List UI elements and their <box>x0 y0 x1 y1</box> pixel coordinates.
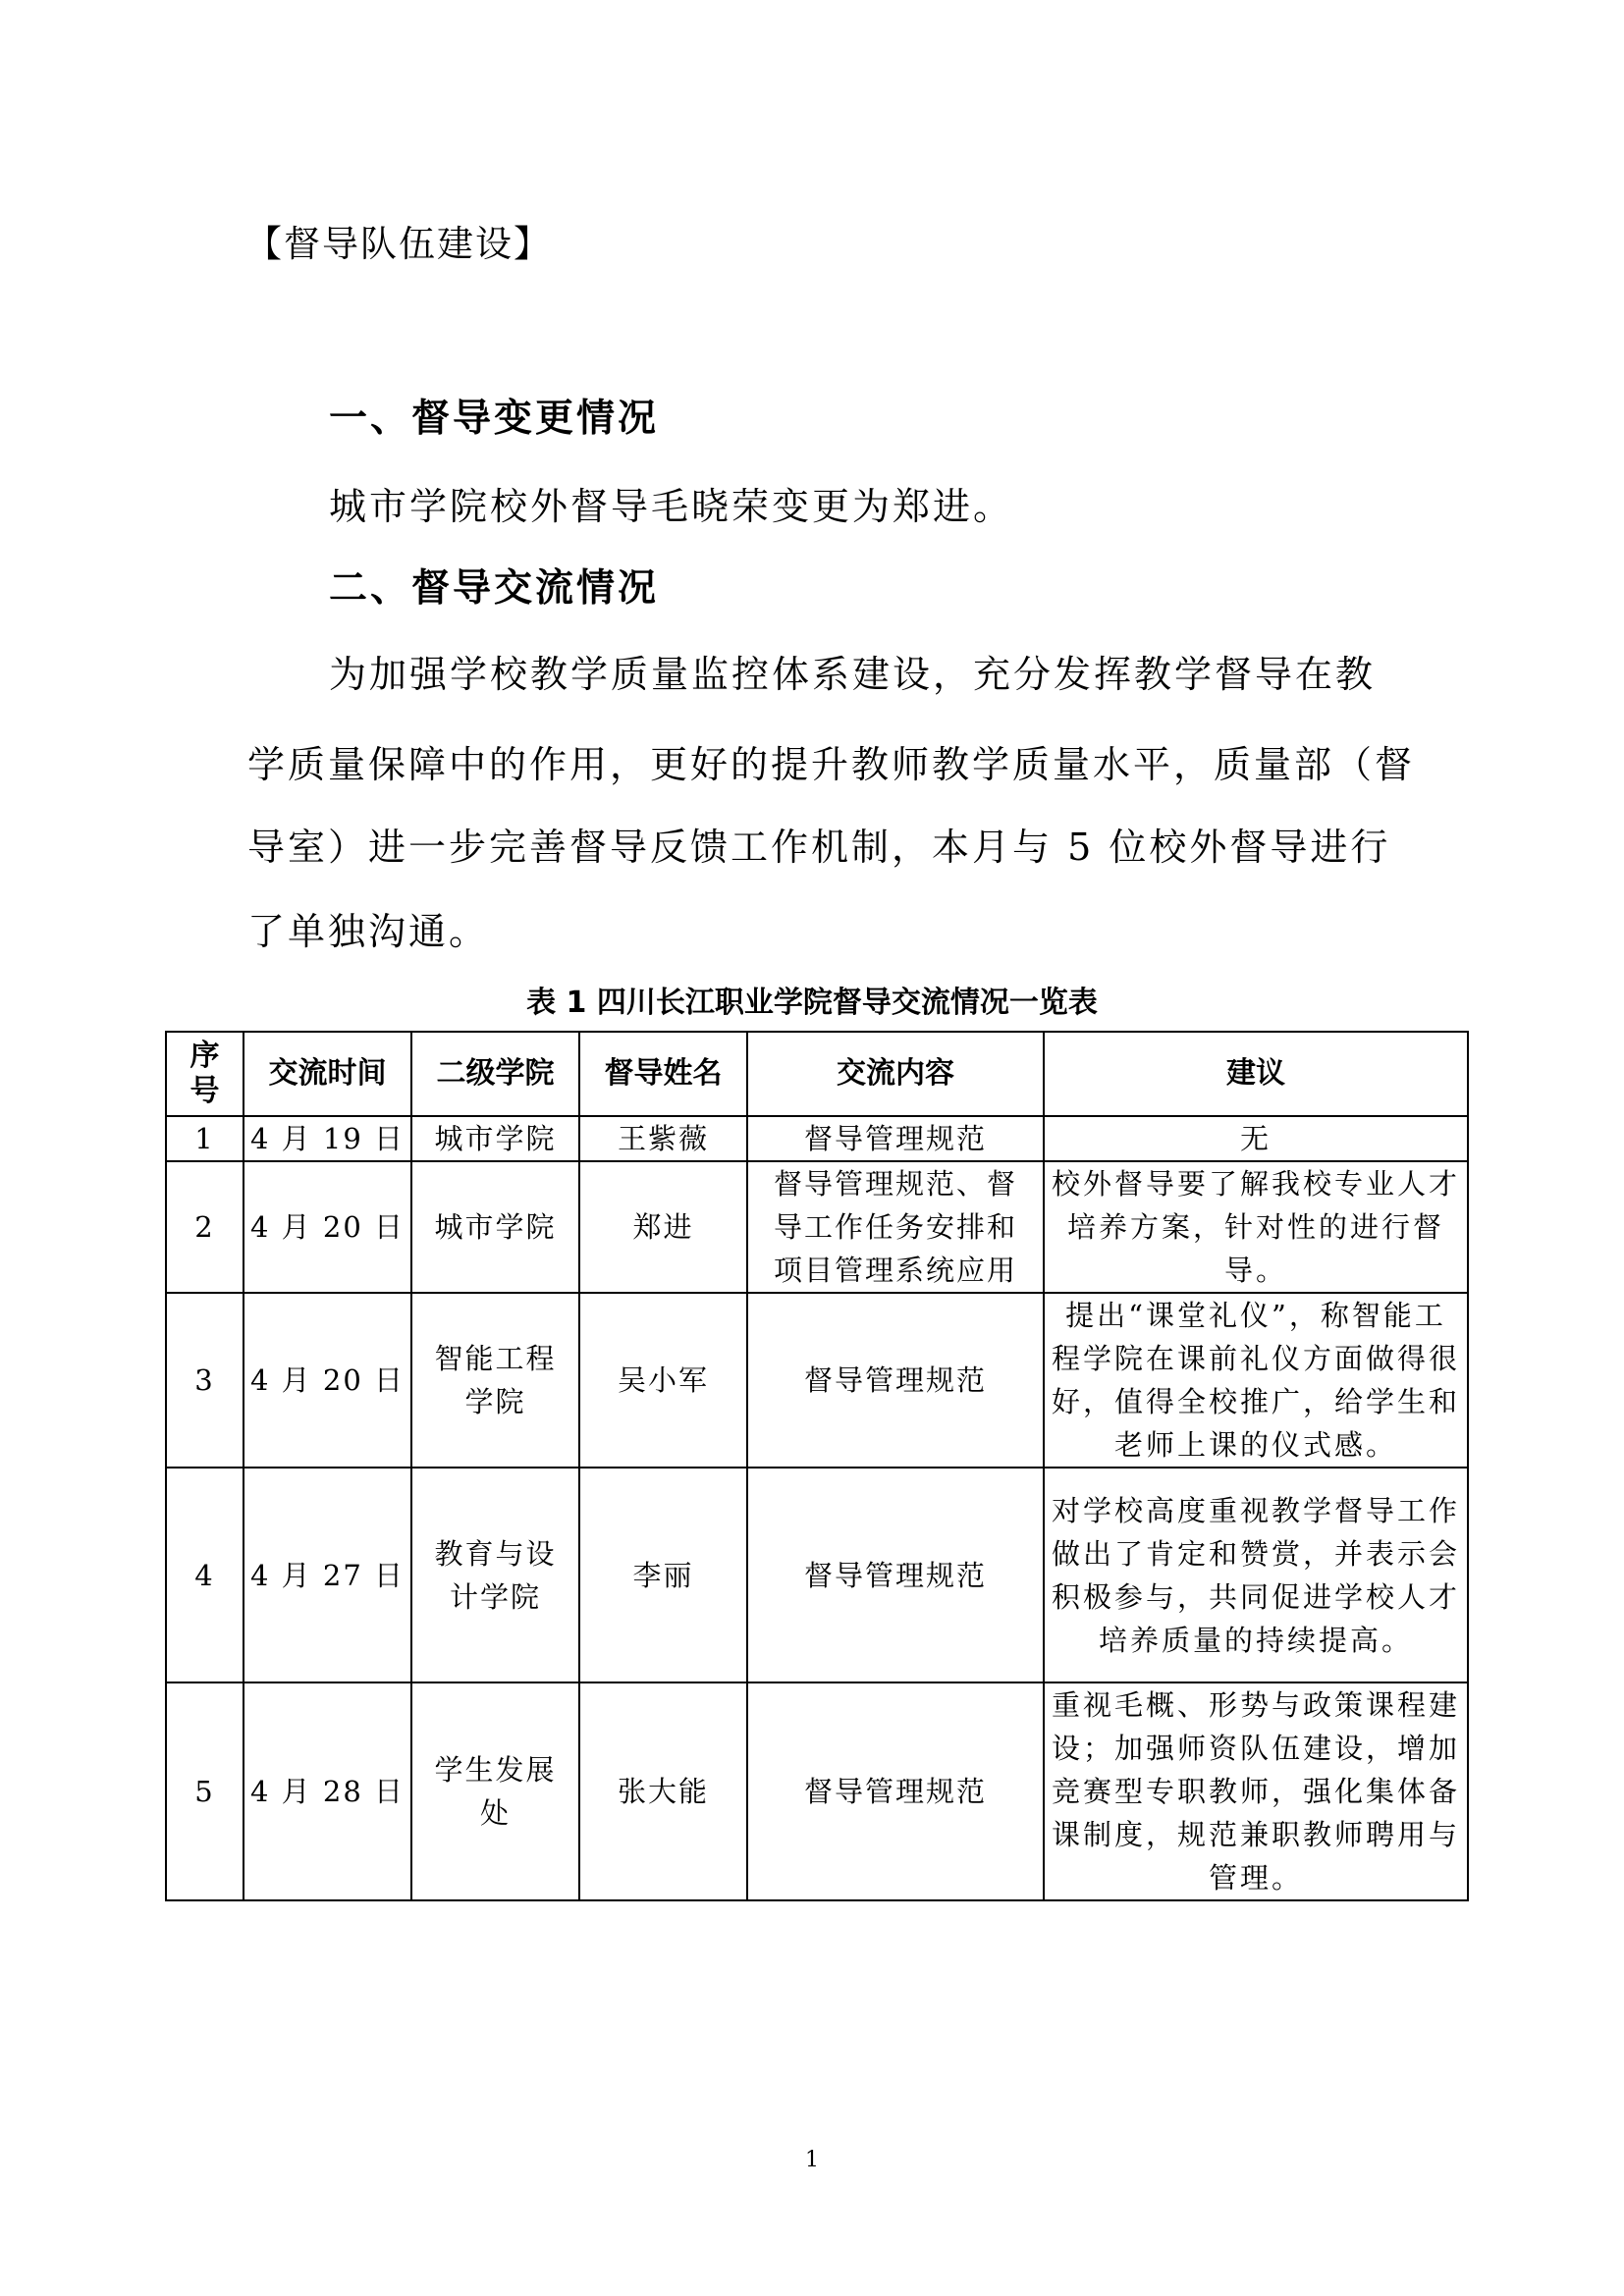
table-row <box>166 1161 1468 1293</box>
header-cell: 督导姓名 <box>579 1032 747 1116</box>
row-number: 4 <box>166 1468 244 1682</box>
exchange-date: 4 月 20 日 <box>244 1161 411 1293</box>
exchange-date: 4 月 20 日 <box>244 1293 411 1468</box>
suggestion: 校外督导要了解我校专业人才培养方案，针对性的进行督导。 <box>1044 1161 1468 1293</box>
table-header-row <box>166 1032 1468 1116</box>
exchange-content: 督导管理规范 <box>747 1116 1044 1161</box>
supervisor-name: 吴小军 <box>579 1293 747 1468</box>
college: 学生发展处 <box>411 1682 579 1900</box>
suggestion: 提出“课堂礼仪”，称智能工程学院在课前礼仪方面做得很好，值得全校推广，给学生和老师上课的仪式感。 <box>1044 1293 1468 1468</box>
supervisor-change-text: 城市学院校外督导毛晓荣变更为郑进。 <box>329 485 1014 528</box>
college: 教育与设计学院 <box>411 1468 579 1682</box>
exchange-date: 4 月 27 日 <box>244 1468 411 1682</box>
suggestion: 无 <box>1044 1116 1468 1161</box>
college: 城市学院 <box>411 1161 579 1293</box>
exchange-date: 4 月 19 日 <box>244 1116 411 1161</box>
exchange-content: 督导管理规范 <box>747 1682 1044 1900</box>
exchange-date: 4 月 28 日 <box>244 1682 411 1900</box>
page-number: 1 <box>805 2148 819 2172</box>
table-caption: 表 1 四川长江职业学院督导交流情况一览表 <box>526 986 1098 1020</box>
suggestion: 对学校高度重视教学督导工作做出了肯定和赞赏，并表示会积极参与，共同促进学校人才培养质量的持续提高。 <box>1044 1468 1468 1682</box>
row-number: 3 <box>166 1293 244 1468</box>
header-cell: 序号 <box>166 1032 244 1116</box>
college: 智能工程学院 <box>411 1293 579 1468</box>
exchange-content: 督导管理规范 <box>747 1468 1044 1682</box>
exchange-content: 督导管理规范 <box>747 1293 1044 1468</box>
paragraph-line: 了单独沟通。 <box>247 910 490 953</box>
heading-supervisor-change: 一、督导变更情况 <box>329 397 660 441</box>
header-cell: 交流时间 <box>244 1032 411 1116</box>
table-row <box>166 1682 1468 1900</box>
table-row <box>166 1293 1468 1468</box>
section-title: 【督导队伍建设】 <box>245 223 552 265</box>
header-cell: 交流内容 <box>747 1032 1044 1116</box>
row-number: 5 <box>166 1682 244 1900</box>
header-cell: 二级学院 <box>411 1032 579 1116</box>
paragraph-line: 学质量保障中的作用，更好的提升教师教学质量水平，质量部（督 <box>247 743 1416 786</box>
supervisor-name: 王紫薇 <box>579 1116 747 1161</box>
heading-supervisor-exchange: 二、督导交流情况 <box>329 566 660 611</box>
exchange-content: 督导管理规范、督导工作任务安排和项目管理系统应用 <box>747 1161 1044 1293</box>
row-number: 2 <box>166 1161 244 1293</box>
table-row <box>166 1468 1468 1682</box>
paragraph-line: 导室）进一步完善督导反馈工作机制，本月与 5 位校外督导进行 <box>247 826 1391 869</box>
supervisor-name: 郑进 <box>579 1161 747 1293</box>
suggestion: 重视毛概、形势与政策课程建设；加强师资队伍建设，增加竞赛型专职教师，强化集体备课制度，规范兼职教师聘用与管理。 <box>1044 1682 1468 1900</box>
header-cell: 建议 <box>1044 1032 1468 1116</box>
college: 城市学院 <box>411 1116 579 1161</box>
table-row <box>166 1116 1468 1161</box>
supervisor-exchange-table <box>165 1031 1469 1901</box>
supervisor-name: 李丽 <box>579 1468 747 1682</box>
paragraph-line: 为加强学校教学质量监控体系建设，充分发挥教学督导在教 <box>329 653 1377 696</box>
row-number: 1 <box>166 1116 244 1161</box>
supervisor-name: 张大能 <box>579 1682 747 1900</box>
